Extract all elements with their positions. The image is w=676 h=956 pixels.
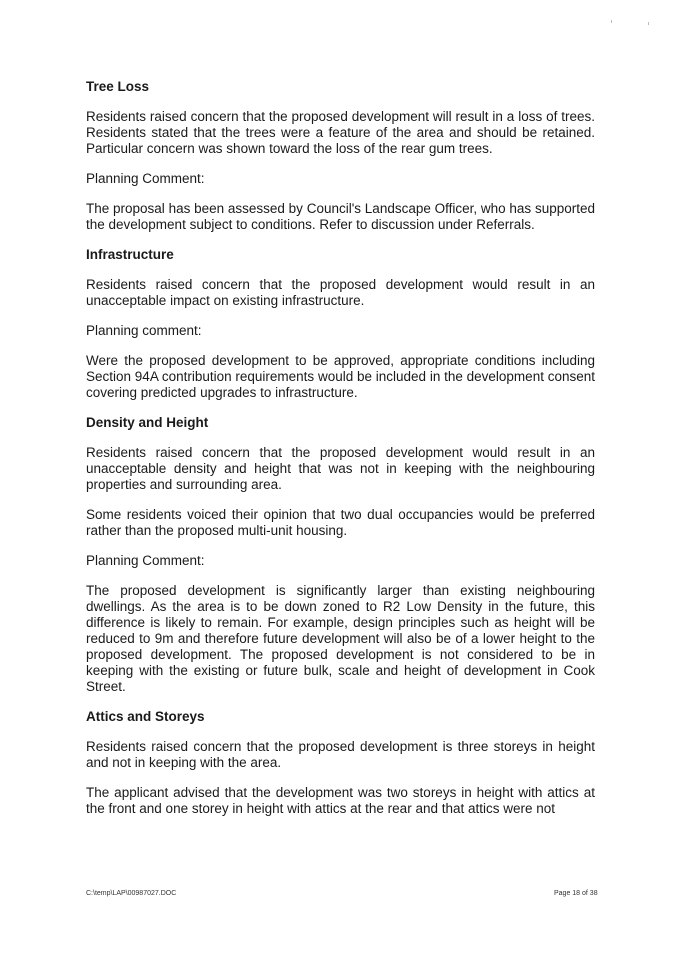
paragraph: The proposal has been assessed by Council's Landscape Officer, who has supported the development subject to conditions. Refer to discussion under Referrals. [86,201,595,232]
paragraph: Residents raised concern that the proposed development would result in an unacceptable density and height that was not in keeping with the neighbouring properties and surrounding area. [86,445,595,492]
document-body [86,79,595,831]
section-heading: Tree Loss [86,79,150,94]
paragraph: The applicant advised that the development was two storeys in height with attics at the front and one storey in height with attics at the rear and that attics were not [86,785,595,816]
planning-comment-label: Planning comment: [86,323,202,338]
section-attics-storeys [86,709,595,817]
footer-page-number: Page 18 of 38 [554,890,598,897]
paragraph: The proposed development is significantly larger than existing neighbouring dwellings. As the area is to be down zoned to R2 Low Density in the future, this difference is likely to remain. For example, design principles such as height will be reduced to 9m and therefore future development will also be of a lower height to the proposed development. The proposed development is not considered to be in keeping with the existing or future bulk, scale and height of development in Cook Street. [86,583,595,694]
planning-comment-label: Planning Comment: [86,553,205,568]
section-heading: Attics and Storeys [86,709,205,724]
section-tree-loss [86,79,595,233]
paragraph: Residents raised concern that the proposed development would result in an unacceptable impact on existing infrastructure. [86,277,595,308]
scan-speck [648,22,649,25]
paragraph: Residents raised concern that the proposed development is three storeys in height and not in keeping with the area. [86,739,595,770]
scan-speck [611,20,612,23]
planning-comment-label: Planning Comment: [86,171,205,186]
paragraph: Were the proposed development to be approved, appropriate conditions including Section 94A contribution requirements would be included in the development consent covering predicted upgrades to infrastructure. [86,353,595,400]
section-heading: Density and Height [86,415,209,430]
section-infrastructure [86,247,595,401]
paragraph: Some residents voiced their opinion that two dual occupancies would be preferred rather than the proposed multi-unit housing. [86,507,595,538]
section-density-height [86,415,595,695]
paragraph: Residents raised concern that the proposed development will result in a loss of trees. Residents stated that the trees were a feature of the area and should be retained. Particular concern was shown toward the loss of the rear gum trees. [86,109,595,156]
footer-file-path: C:\temp\LAP\00987027.DOC [86,890,177,897]
section-heading: Infrastructure [86,247,174,262]
